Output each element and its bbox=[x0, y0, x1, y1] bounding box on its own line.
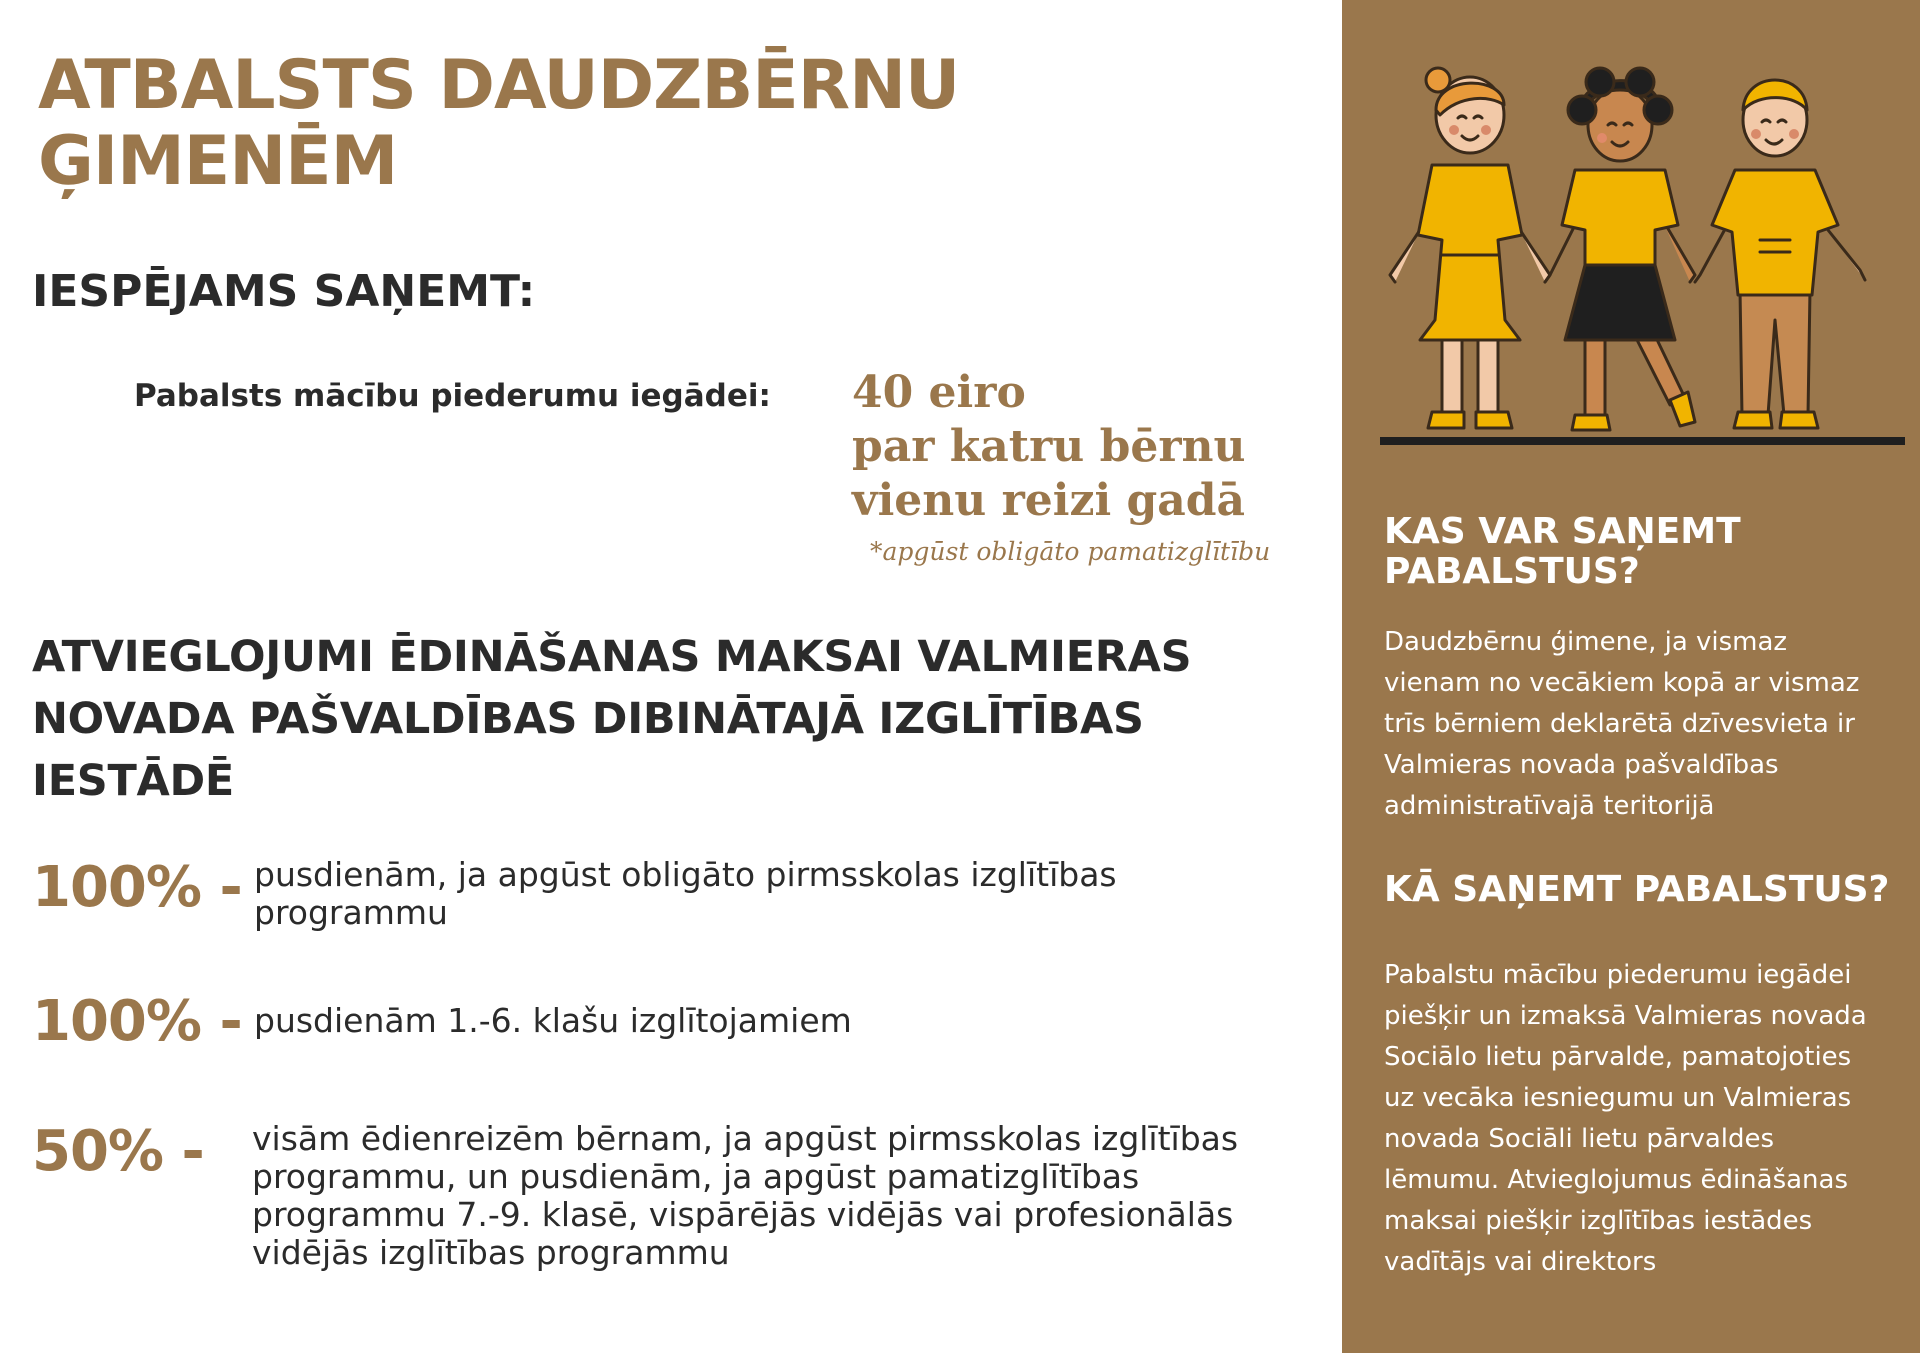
who-text-line: administratīvajā teritorijā bbox=[1384, 791, 1715, 821]
discount-percent: 100% - bbox=[32, 989, 242, 1054]
discounts-heading-line-1: ATVIEGLOJUMI ĒDINĀŠANAS MAKSAI VALMIERAS bbox=[32, 632, 1192, 682]
discounts-heading-line-3: IESTĀDĒ bbox=[32, 756, 234, 806]
benefit-amount-line-3: vienu reizi gadā bbox=[852, 475, 1246, 526]
benefit-amount bbox=[852, 366, 1246, 528]
who-text-line: Daudzbērnu ģimene, ja vismaz bbox=[1384, 627, 1788, 657]
children-holding-hands-illustration bbox=[1370, 60, 1910, 460]
benefit-amount-line-2: par katru bērnu bbox=[852, 421, 1246, 472]
how-to-receive-heading: KĀ SAŅEMT PABALSTUS? bbox=[1384, 869, 1890, 910]
how-text-line: uz vecāka iesniegumu un Valmieras bbox=[1384, 1083, 1852, 1113]
discount-description-line: programmu 7.-9. klasē, vispārējās vidējās vai profesionālās bbox=[252, 1195, 1234, 1234]
discount-description bbox=[254, 856, 1117, 932]
who-can-receive-heading bbox=[1384, 512, 1741, 592]
how-text-line: maksai piešķir izglītības iestādes bbox=[1384, 1206, 1813, 1236]
who-heading-line-2: PABALSTUS? bbox=[1384, 551, 1640, 592]
title-line-2: ĢIMENĒM bbox=[38, 122, 398, 201]
who-can-receive-text bbox=[1384, 622, 1894, 827]
benefit-note: *apgūst obligāto pamatizglītību bbox=[870, 537, 1271, 566]
title-line-1: ATBALSTS DAUDZBĒRNU bbox=[38, 46, 960, 125]
section-heading-discounts bbox=[32, 626, 1191, 812]
discount-percent: 100% - bbox=[32, 855, 242, 920]
discount-percent: 50% - bbox=[32, 1119, 204, 1184]
who-text-line: trīs bērniem deklarētā dzīvesvieta ir bbox=[1384, 709, 1855, 739]
discount-description bbox=[252, 1120, 1238, 1272]
who-heading-line-1: KAS VAR SAŅEMT bbox=[1384, 511, 1741, 552]
discount-description-line: visām ēdienreizēm bērnam, ja apgūst pirmsskolas izglītības bbox=[252, 1119, 1239, 1158]
discount-description bbox=[254, 1002, 852, 1040]
discount-description-line: vidējās izglītības programmu bbox=[252, 1233, 730, 1272]
how-text-line: Pabalstu mācību piederumu iegādei bbox=[1384, 960, 1852, 990]
who-text-line: Valmieras novada pašvaldības bbox=[1384, 750, 1779, 780]
section-heading-available: IESPĒJAMS SAŅEMT: bbox=[32, 266, 536, 317]
discount-description-line: programmu, un pusdienām, ja apgūst pamatizglītības bbox=[252, 1157, 1140, 1196]
how-text-line: novada Sociāli lietu pārvaldes bbox=[1384, 1124, 1775, 1154]
how-to-receive-text bbox=[1384, 955, 1894, 1283]
how-text-line: vadītājs vai direktors bbox=[1384, 1247, 1657, 1277]
how-text-line: piešķir un izmaksā Valmieras novada bbox=[1384, 1001, 1867, 1031]
benefit-amount-line-1: 40 eiro bbox=[852, 367, 1026, 418]
discounts-heading-line-2: NOVADA PAŠVALDĪBAS DIBINĀTAJĀ IZGLĪTĪBAS bbox=[32, 694, 1144, 744]
who-text-line: vienam no vecākiem kopā ar vismaz bbox=[1384, 668, 1860, 698]
how-text-line: Sociālo lietu pārvalde, pamatojoties bbox=[1384, 1042, 1852, 1072]
discount-description-line: programmu bbox=[254, 893, 448, 932]
discount-description-line: pusdienām, ja apgūst obligāto pirmsskolas izglītības bbox=[254, 855, 1117, 894]
page-title bbox=[38, 48, 959, 200]
how-text-line: lēmumu. Atvieglojumus ēdināšanas bbox=[1384, 1165, 1849, 1195]
discount-description-line: pusdienām 1.-6. klašu izglītojamiem bbox=[254, 1001, 852, 1040]
benefit-label: Pabalsts mācību piederumu iegādei: bbox=[134, 378, 771, 414]
